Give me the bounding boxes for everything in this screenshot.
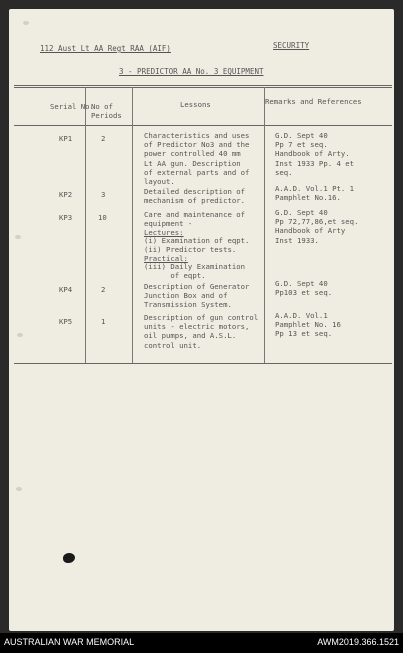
column-divider bbox=[85, 87, 86, 363]
row-serial: KP4 bbox=[59, 285, 73, 294]
practical-label: Practical: bbox=[144, 254, 188, 263]
document-title: 3 - PREDICTOR AA No. 3 EQUIPMENT bbox=[119, 67, 264, 76]
row-periods: 1 bbox=[101, 317, 106, 326]
row-remarks: A.A.D. Vol.1 Pt. 1 Pamphlet No.16. bbox=[275, 184, 355, 203]
row-serial: KP1 bbox=[59, 134, 73, 143]
security-classification: SECURITY bbox=[273, 41, 310, 50]
row-serial: KP5 bbox=[59, 317, 73, 326]
header-rule bbox=[14, 125, 392, 126]
row-periods: 10 bbox=[98, 213, 107, 222]
practical-list: (iii) Daily Examination of eqpt. bbox=[144, 262, 246, 281]
table-top-rule bbox=[14, 87, 392, 88]
row-periods: 2 bbox=[101, 134, 106, 143]
table-top-rule bbox=[14, 85, 392, 86]
lectures-list: (i) Examination of eqpt. (ii) Predictor tests. bbox=[144, 236, 250, 255]
row-lessons: Characteristics and uses of Predictor No3 and the power controlled 40 mm Lt AA gun. Description of external parts and of layout. bbox=[144, 131, 250, 187]
ink-stain bbox=[63, 553, 75, 563]
row-lessons: Detailed description of mechanism of predictor. bbox=[144, 187, 246, 206]
col-header-lessons: Lessons bbox=[180, 100, 211, 109]
row-remarks: G.D. Sept 40 Pp 7 et seq. Handbook of Arty. Inst 1933 Pp. 4 et seq. bbox=[275, 131, 355, 177]
row-lessons-intro: Care and maintenance of equipment - bbox=[144, 210, 246, 229]
table-bottom-rule bbox=[14, 363, 392, 364]
punch-hole bbox=[23, 21, 29, 25]
col-header-periods: No of Periods bbox=[91, 102, 122, 121]
column-divider bbox=[264, 87, 265, 363]
row-periods: 3 bbox=[101, 190, 106, 199]
row-periods: 2 bbox=[101, 285, 106, 294]
col-header-remarks: Remarks and References bbox=[265, 97, 362, 106]
row-serial: KP3 bbox=[59, 213, 73, 222]
punch-hole bbox=[15, 235, 21, 239]
punch-hole bbox=[17, 333, 23, 337]
column-divider bbox=[132, 87, 133, 363]
row-lessons: Description of Generator Junction Box and of Transmission System. bbox=[144, 282, 250, 310]
row-lessons: Description of gun control units - electric motors, oil pumps, and A.S.L. control unit. bbox=[144, 313, 259, 350]
row-remarks: A.A.D. Vol.1 Pamphlet No. 16 Pp 13 et seq. bbox=[275, 311, 341, 339]
footer-bar bbox=[0, 633, 403, 653]
row-remarks: G.D. Sept 40 Pp103 et seq. bbox=[275, 279, 333, 298]
footer-accession-number: AWM2019.366.1521 bbox=[317, 637, 399, 647]
punch-hole bbox=[16, 487, 22, 491]
unit-heading: 112 Aust Lt AA Regt RAA (AIF) bbox=[40, 44, 171, 53]
col-header-serial: Serial No. bbox=[50, 102, 94, 111]
row-serial: KP2 bbox=[59, 190, 73, 199]
lectures-label: Lectures: bbox=[144, 228, 184, 237]
row-remarks: G.D. Sept 40 Pp 72,77,86,et seq. Handbook of Arty Inst 1933. bbox=[275, 208, 359, 245]
footer-institution: AUSTRALIAN WAR MEMORIAL bbox=[4, 637, 135, 647]
